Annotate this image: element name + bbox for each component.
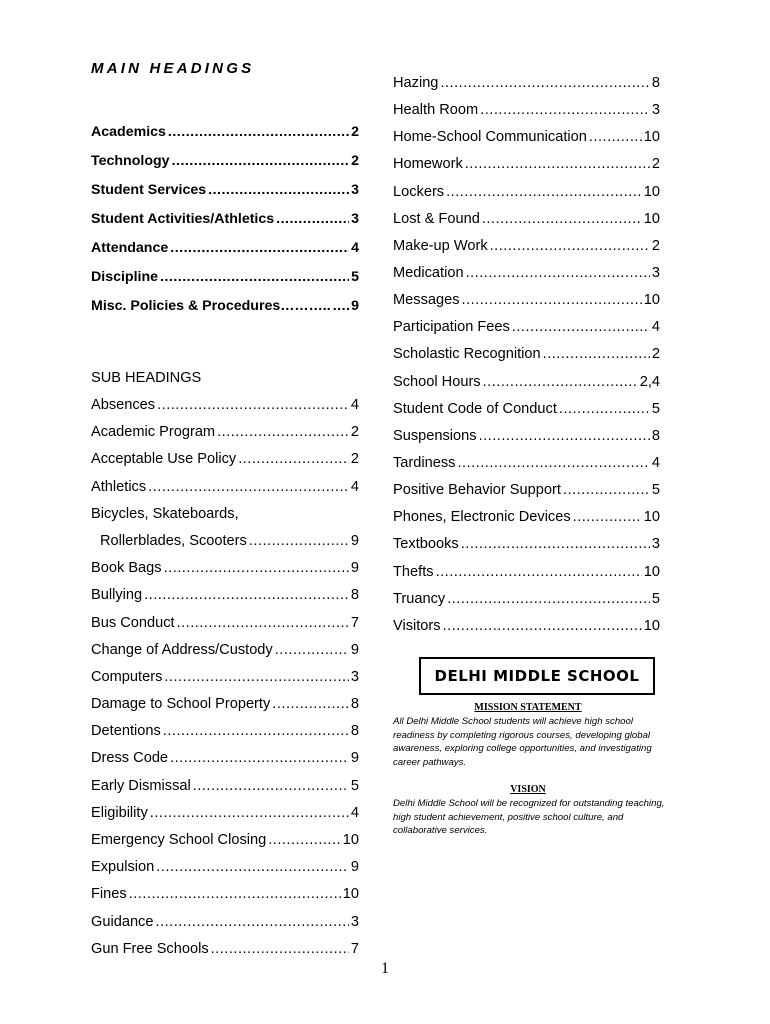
toc-entry xyxy=(393,206,660,233)
toc-entry xyxy=(393,531,660,558)
toc-entry xyxy=(393,260,660,287)
toc-entry-label: Discipline xyxy=(91,269,159,285)
toc-entry-page: 9 xyxy=(350,750,359,767)
toc-entry-page: 2 xyxy=(351,153,359,169)
toc-entry-page: 8 xyxy=(651,75,660,91)
toc-entry-label: Change of Address/Custody xyxy=(91,641,273,658)
toc-entry xyxy=(91,419,359,446)
toc-entry-page: 2 xyxy=(351,124,359,140)
toc-entry-page: 8 xyxy=(350,587,359,604)
toc-entry-label: Hazing xyxy=(393,75,439,91)
dot-leader xyxy=(217,419,349,446)
toc-entry-page: 2 xyxy=(651,156,660,173)
toc-entry-label: Student Code of Conduct xyxy=(393,400,557,417)
sub-headings-title: SUB HEADINGS xyxy=(91,370,202,386)
dot-leader xyxy=(170,745,349,772)
toc-entry-page: 8 xyxy=(350,696,359,713)
toc-entry xyxy=(393,341,660,368)
toc-entry xyxy=(393,396,660,423)
toc-entry-label: Athletics xyxy=(91,478,147,495)
toc-entry-label: Lost & Found xyxy=(393,210,480,227)
toc-entry-label: Dress Code xyxy=(91,750,169,767)
dot-leader xyxy=(465,151,650,178)
toc-entry xyxy=(393,151,660,178)
toc-entry-label: Messages xyxy=(393,292,460,309)
toc-entry xyxy=(91,936,359,963)
toc-entry xyxy=(91,474,359,501)
toc-entry-label: Phones, Electronic Devices xyxy=(393,509,571,526)
toc-entry-label: Expulsion xyxy=(91,859,155,876)
toc-entry-page: 10 xyxy=(643,210,660,227)
toc-entry-page: 4 xyxy=(350,804,359,821)
toc-entry-page: 10 xyxy=(643,617,660,634)
dot-leader xyxy=(211,936,349,963)
toc-entry-page: 9 xyxy=(350,859,359,876)
toc-entry-label: Absences xyxy=(91,397,156,413)
toc-entry xyxy=(91,392,359,419)
dot-leader xyxy=(479,423,650,450)
toc-entry xyxy=(91,881,359,908)
mission-text: All Delhi Middle School students will achieve high school readiness by completing rigorous courses, developing global awareness, exploring college opportunities, and investigating career pathways. xyxy=(393,716,652,768)
toc-entry-page: 4 xyxy=(651,454,660,471)
toc-entry-label: Participation Fees xyxy=(393,319,510,336)
toc-entry-label: Tardiness xyxy=(393,454,456,471)
dot-leader xyxy=(156,854,349,881)
toc-entry-page: 10 xyxy=(643,183,660,200)
dot-leader xyxy=(275,637,349,664)
toc-entry xyxy=(91,637,359,664)
toc-entry-label: Book Bags xyxy=(91,560,162,577)
toc-entry-label: Bus Conduct xyxy=(91,614,175,631)
toc-entry-page: 10 xyxy=(643,129,660,146)
toc-entry-page: 9 xyxy=(350,641,359,658)
toc-entry-page: 8 xyxy=(350,723,359,740)
toc-entry-page: 2 xyxy=(651,237,660,254)
toc-entry-label: Student Services xyxy=(91,182,207,198)
toc-entry xyxy=(91,528,359,555)
dot-leader xyxy=(466,260,650,287)
toc-entry xyxy=(393,504,660,531)
toc-entry xyxy=(393,450,660,477)
toc-entry xyxy=(91,664,359,691)
toc-entry xyxy=(91,234,359,263)
dot-leader xyxy=(559,396,650,423)
toc-entry-label: Student Activities/Athletics xyxy=(91,211,275,227)
dot-leader xyxy=(462,287,642,314)
sub-headings-left-list xyxy=(91,392,359,963)
toc-entry xyxy=(91,773,359,800)
dot-leader xyxy=(276,205,349,234)
toc-entry xyxy=(91,176,359,205)
toc-entry xyxy=(393,70,660,97)
toc-entry xyxy=(393,179,660,206)
toc-entry-page: 2,4 xyxy=(639,373,660,390)
toc-entry-page: 10 xyxy=(342,832,359,848)
toc-entry xyxy=(393,233,660,260)
dot-leader xyxy=(447,586,650,613)
dot-leader xyxy=(543,341,650,368)
dot-leader xyxy=(160,263,349,292)
dot-leader xyxy=(193,773,349,800)
toc-entry-page: 5 xyxy=(350,777,359,794)
main-headings-list xyxy=(91,118,359,321)
toc-entry xyxy=(91,854,359,881)
toc-entry-page: 2 xyxy=(651,346,660,363)
toc-entry-label: Bullying xyxy=(91,587,143,604)
toc-entry-page: 10 xyxy=(342,886,359,903)
toc-entry xyxy=(91,718,359,745)
toc-entry xyxy=(91,263,359,292)
toc-entry-label: School Hours xyxy=(393,373,481,390)
toc-entry xyxy=(91,118,359,147)
toc-entry-page: 5 xyxy=(651,400,660,417)
toc-entry-label-line1: Bicycles, Skateboards, xyxy=(91,505,239,522)
dot-leader xyxy=(144,582,349,609)
toc-entry xyxy=(91,800,359,827)
toc-entry-label: Guidance xyxy=(91,913,154,930)
toc-entry-label: Health Room xyxy=(393,102,479,119)
dot-leader xyxy=(333,292,349,321)
toc-entry-label: Attendance xyxy=(91,240,169,256)
mission-title: MISSION STATEMENT xyxy=(474,702,582,713)
toc-entry-label: Academics xyxy=(91,124,166,140)
toc-entry-page: 4 xyxy=(350,478,359,495)
toc-entry xyxy=(91,147,359,176)
toc-entry xyxy=(91,582,359,609)
toc-entry-label: Truancy xyxy=(393,590,446,607)
toc-entry-page: 3 xyxy=(651,536,660,553)
dot-leader xyxy=(446,179,642,206)
toc-entry xyxy=(91,446,359,473)
toc-entry-page: 3 xyxy=(351,211,359,227)
toc-entry-label: Rollerblades, Scooters xyxy=(100,532,247,549)
dot-leader xyxy=(172,147,350,176)
toc-entry xyxy=(393,559,660,586)
dot-leader xyxy=(490,233,650,260)
toc-entry-page: 7 xyxy=(350,614,359,631)
vision-text: Delhi Middle School will be recognized for outstanding teaching, high student achievement, positive school culture, and collaborative services. xyxy=(393,798,665,837)
toc-entry xyxy=(91,691,359,718)
toc-entry-page: 10 xyxy=(643,509,660,526)
toc-entry xyxy=(393,613,660,640)
toc-entry xyxy=(393,423,660,450)
toc-entry-label: Detentions xyxy=(91,723,161,740)
toc-entry-label: Acceptable Use Policy xyxy=(91,451,237,468)
toc-entry-page: 2 xyxy=(350,451,359,468)
dot-leader xyxy=(483,369,638,396)
toc-entry xyxy=(393,369,660,396)
dot-leader xyxy=(563,477,650,504)
toc-entry-page: 2 xyxy=(350,424,359,441)
toc-entry-label: Eligibility xyxy=(91,804,148,821)
toc-entry-page: 5 xyxy=(651,590,660,607)
dot-leader xyxy=(512,314,650,341)
toc-entry-page: 9 xyxy=(350,532,359,549)
toc-entry-label: Scholastic Recognition xyxy=(393,346,541,363)
dot-leader xyxy=(249,528,349,555)
toc-entry-page: 4 xyxy=(350,397,359,413)
toc-entry-label: Early Dismissal xyxy=(91,777,191,794)
toc-entry-page: 10 xyxy=(643,563,660,580)
toc-entry-label: Academic Program xyxy=(91,424,216,441)
toc-entry-page: 9 xyxy=(351,298,359,314)
toc-entry-label: Gun Free Schools xyxy=(91,940,209,957)
dot-leader xyxy=(272,691,349,718)
dot-leader xyxy=(177,610,349,637)
right-column xyxy=(393,70,660,640)
dot-leader xyxy=(148,474,349,501)
dot-leader xyxy=(589,124,642,151)
toc-entry xyxy=(91,555,359,582)
school-name-box: DELHI MIDDLE SCHOOL xyxy=(419,657,655,695)
toc-entry-label: Textbooks xyxy=(393,536,459,553)
dot-leader xyxy=(268,827,341,854)
sub-headings-right-list xyxy=(393,70,660,640)
dot-leader xyxy=(480,97,650,124)
toc-entry xyxy=(91,745,359,772)
dot-leader xyxy=(461,531,650,558)
toc-entry-page: 4 xyxy=(351,240,359,256)
toc-entry-page: 3 xyxy=(651,102,660,119)
toc-entry-label: Suspensions xyxy=(393,427,477,444)
toc-entry-page: 3 xyxy=(350,668,359,685)
toc-entry xyxy=(91,610,359,637)
toc-entry-label: Positive Behavior Support xyxy=(393,482,561,499)
toc-entry-page: 9 xyxy=(350,560,359,577)
dot-leader xyxy=(164,555,349,582)
toc-entry-page: 5 xyxy=(351,269,359,285)
toc-entry xyxy=(393,287,660,314)
vision-title: VISION xyxy=(510,784,546,795)
toc-entry xyxy=(393,586,660,613)
dot-leader xyxy=(208,176,349,205)
toc-entry-label: Technology xyxy=(91,153,170,169)
toc-entry-page: 10 xyxy=(643,292,660,309)
dot-leader xyxy=(443,613,642,640)
toc-entry-label: Emergency School Closing xyxy=(91,832,267,848)
toc-entry-label: Home-School Communication xyxy=(393,129,587,146)
toc-entry xyxy=(91,909,359,936)
dot-leader xyxy=(170,234,349,263)
dot-leader xyxy=(150,800,349,827)
dot-leader xyxy=(573,504,642,531)
dot-leader xyxy=(157,392,349,419)
toc-entry xyxy=(393,314,660,341)
dot-leader xyxy=(482,206,642,233)
dot-leader xyxy=(440,70,649,97)
dot-leader xyxy=(436,559,642,586)
toc-entry xyxy=(393,477,660,504)
left-column xyxy=(91,60,359,963)
main-headings-title: MAIN HEADINGS xyxy=(91,60,255,77)
toc-entry-page: 8 xyxy=(651,427,660,444)
toc-entry-page: 4 xyxy=(651,319,660,336)
toc-entry-page: 5 xyxy=(651,482,660,499)
dot-leader xyxy=(155,909,348,936)
toc-entry-label: Misc. Policies & Procedures……….. xyxy=(91,298,331,314)
dot-leader xyxy=(129,881,341,908)
page-number: 1 xyxy=(381,960,389,977)
toc-entry-page: 3 xyxy=(351,182,359,198)
dot-leader xyxy=(238,446,349,473)
toc-entry xyxy=(91,292,359,321)
toc-entry-label: Damage to School Property xyxy=(91,696,271,713)
toc-entry xyxy=(393,97,660,124)
dot-leader xyxy=(164,664,349,691)
toc-entry-label: Lockers xyxy=(393,183,445,200)
toc-entry-page: 3 xyxy=(651,264,660,281)
toc-entry-label: Fines xyxy=(91,886,127,903)
toc-entry xyxy=(393,124,660,151)
toc-entry-label: Medication xyxy=(393,264,464,281)
toc-entry-label: Make-up Work xyxy=(393,237,488,254)
toc-entry-page: 7 xyxy=(350,940,359,957)
toc-entry-label: Computers xyxy=(91,668,163,685)
toc-entry-page: 3 xyxy=(350,913,359,930)
toc-entry xyxy=(91,205,359,234)
toc-entry-label: Homework xyxy=(393,156,463,173)
dot-leader xyxy=(168,118,349,147)
toc-entry-label: Thefts xyxy=(393,563,434,580)
dot-leader xyxy=(457,450,649,477)
toc-entry-label: Visitors xyxy=(393,617,441,634)
toc-entry xyxy=(91,827,359,854)
dot-leader xyxy=(163,718,349,745)
